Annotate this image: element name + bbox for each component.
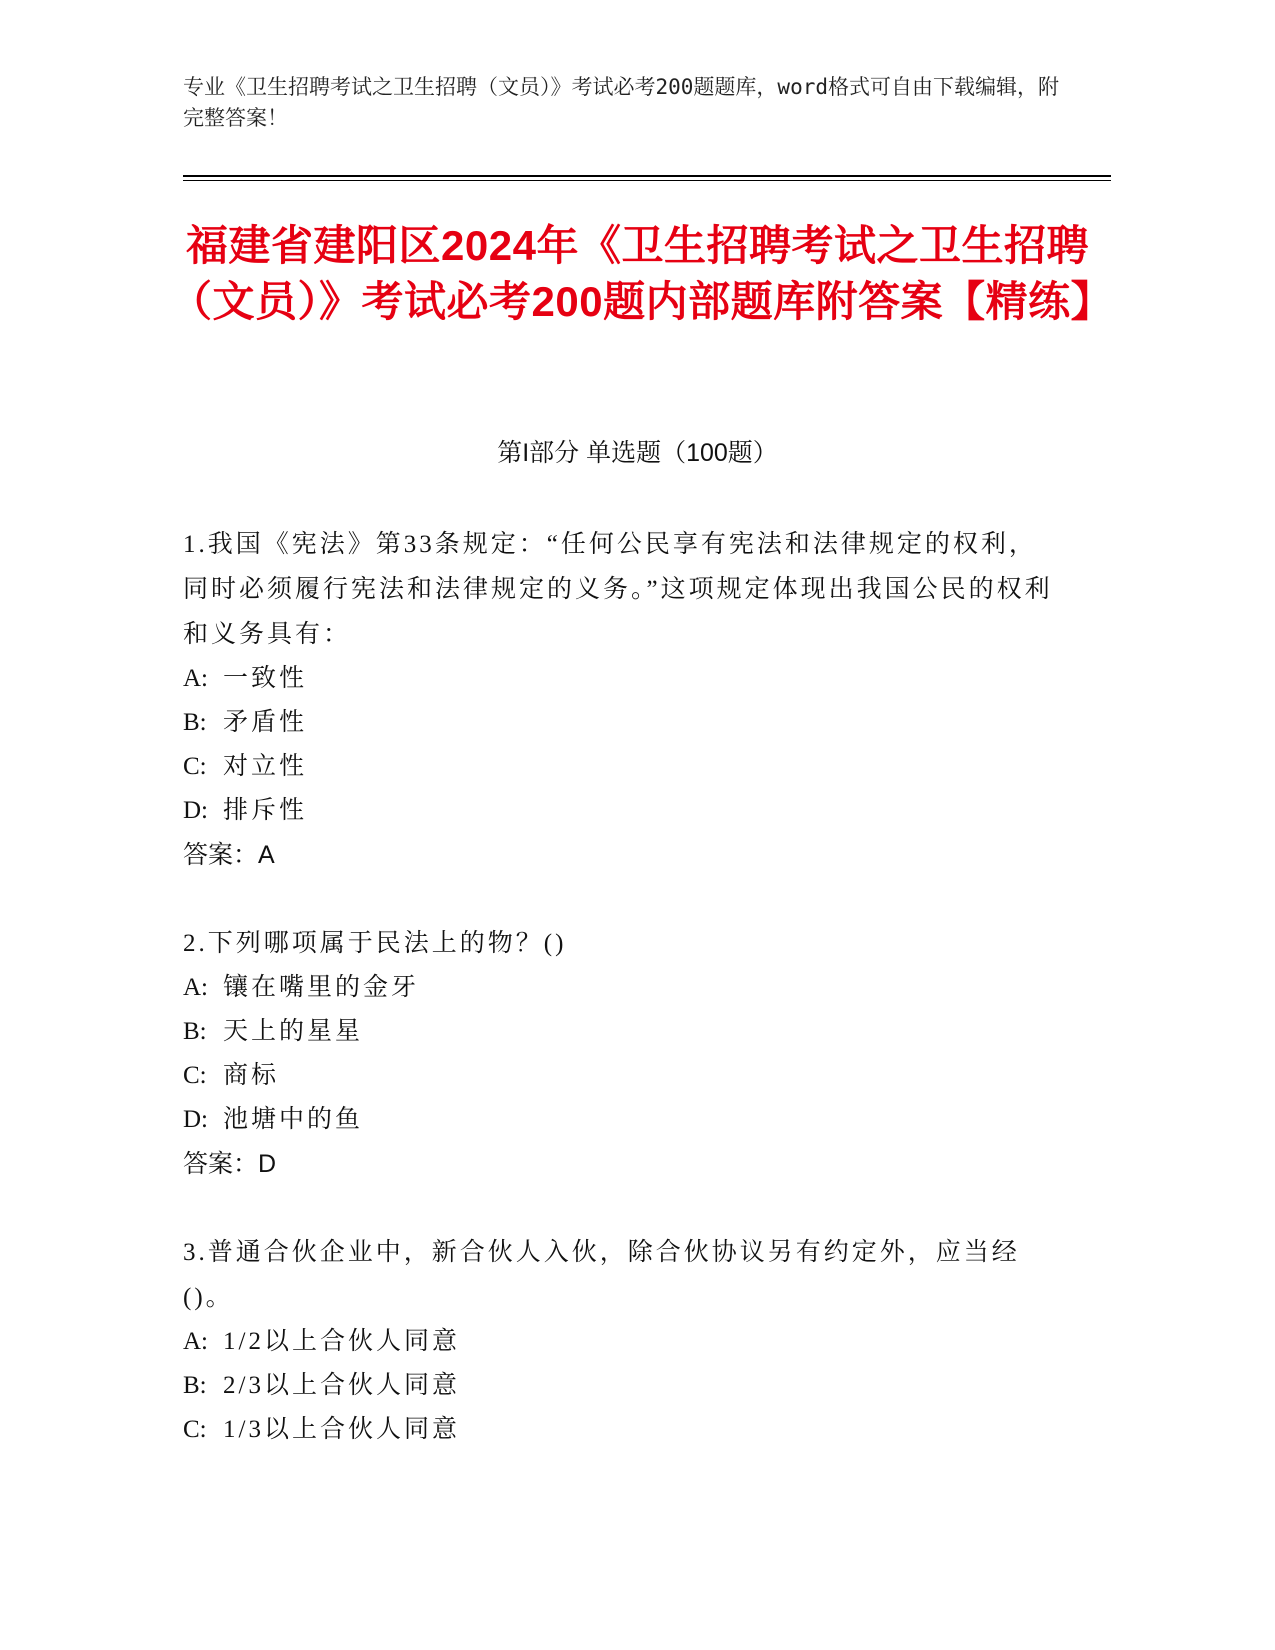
option-text: 镶在嘴里的金牙 bbox=[223, 974, 420, 1001]
option-key: C: bbox=[183, 753, 207, 780]
option-d bbox=[183, 1098, 1063, 1142]
option-b bbox=[183, 701, 1063, 745]
question-2 bbox=[183, 921, 1063, 1186]
option-text: 1/2以上合伙人同意 bbox=[223, 1328, 460, 1355]
option-text: 一致性 bbox=[223, 665, 308, 692]
option-key: B: bbox=[183, 1372, 207, 1399]
answer-line: 答案：D bbox=[183, 1150, 277, 1178]
section-heading: 第I部分 单选题（100题） bbox=[497, 439, 778, 467]
option-key: B: bbox=[183, 1018, 207, 1045]
option-key: A: bbox=[183, 665, 208, 692]
option-b bbox=[183, 1010, 1063, 1054]
option-text: 对立性 bbox=[223, 753, 308, 780]
option-key: A: bbox=[183, 1328, 208, 1355]
document-title: 福建省建阳区2024年《卫生招聘考试之卫生招聘（文员）》考试必考200题内部题库附答案【精练】 bbox=[170, 222, 1114, 325]
option-key: C: bbox=[183, 1416, 207, 1443]
header-rule-thin bbox=[183, 180, 1111, 181]
option-key: B: bbox=[183, 709, 207, 736]
question-stem: 1.我国《宪法》第33条规定：“任何公民享有宪法和法律规定的权利，同时必须履行宪法和法律规定的义务。”这项规定体现出我国公民的权利和义务具有： bbox=[183, 531, 1053, 648]
option-a bbox=[183, 1320, 1063, 1364]
option-c bbox=[183, 1054, 1063, 1098]
question-stem: 2.下列哪项属于民法上的物？() bbox=[183, 930, 567, 957]
option-a bbox=[183, 657, 1063, 701]
option-d bbox=[183, 789, 1063, 833]
option-b bbox=[183, 1364, 1063, 1408]
question-stem: 3.普通合伙企业中，新合伙人入伙，除合伙协议另有约定外，应当经()。 bbox=[183, 1239, 1020, 1311]
option-text: 池塘中的鱼 bbox=[223, 1106, 364, 1133]
header-rule-thick bbox=[183, 175, 1111, 177]
option-key: C: bbox=[183, 1062, 207, 1089]
option-text: 排斥性 bbox=[223, 797, 308, 824]
header-note: 专业《卫生招聘考试之卫生招聘（文员）》考试必考200题题库，word格式可自由下载编辑，附完整答案！ bbox=[183, 75, 1059, 130]
question-3 bbox=[183, 1230, 1063, 1452]
option-a bbox=[183, 966, 1063, 1010]
option-text: 矛盾性 bbox=[223, 709, 308, 736]
question-1 bbox=[183, 522, 1063, 877]
option-key: A: bbox=[183, 974, 208, 1001]
option-key: D: bbox=[183, 797, 208, 824]
question-list bbox=[183, 522, 1063, 1496]
option-c bbox=[183, 745, 1063, 789]
option-text: 1/3以上合伙人同意 bbox=[223, 1416, 460, 1443]
option-c bbox=[183, 1408, 1063, 1452]
option-key: D: bbox=[183, 1106, 208, 1133]
option-text: 2/3以上合伙人同意 bbox=[223, 1372, 460, 1399]
answer-line: 答案：A bbox=[183, 841, 275, 869]
option-text: 天上的星星 bbox=[223, 1018, 364, 1045]
option-text: 商标 bbox=[223, 1062, 280, 1089]
